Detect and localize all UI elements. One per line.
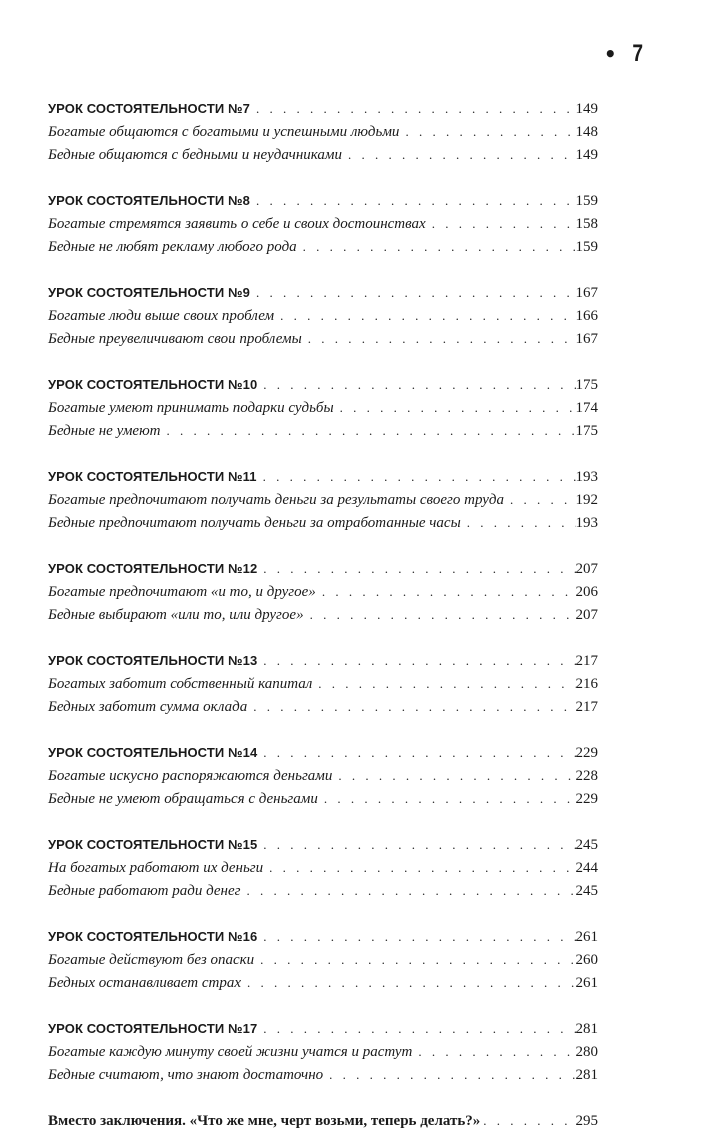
toc-heading-label: УРОК СОСТОЯТЕЛЬНОСТИ №16 xyxy=(48,929,258,944)
toc-item-label: Бедных заботит сумма оклада xyxy=(48,699,248,715)
toc-item-page-number: 261 xyxy=(575,975,598,991)
toc-heading-page-number: 281 xyxy=(575,1021,598,1037)
toc-item[interactable] xyxy=(48,308,598,331)
toc-item-label: Богатые люди выше своих проблем xyxy=(48,308,275,324)
page-number: 7 xyxy=(631,40,643,67)
toc-item[interactable] xyxy=(48,239,598,262)
toc-item-label: Богатые умеют принимать подарки судьбы xyxy=(48,400,334,416)
toc-heading[interactable] xyxy=(48,837,598,860)
toc-heading-label: УРОК СОСТОЯТЕЛЬНОСТИ №11 xyxy=(48,469,257,484)
toc-heading-label: УРОК СОСТОЯТЕЛЬНОСТИ №8 xyxy=(48,193,250,208)
dot-leader xyxy=(257,745,575,761)
toc-item-label: Бедные общаются с бедными и неудачниками xyxy=(48,147,342,163)
toc-conclusion-label: Вместо заключения. «Что же мне, черт возьми, теперь делать?» xyxy=(48,1113,481,1129)
toc-item-page-number: 175 xyxy=(575,423,598,439)
toc-item[interactable] xyxy=(48,515,598,538)
dot-leader xyxy=(412,1044,575,1060)
dot-leader xyxy=(318,791,576,807)
toc-heading[interactable] xyxy=(48,193,598,216)
toc-heading[interactable] xyxy=(48,745,598,768)
toc-item-page-number: 159 xyxy=(575,239,598,255)
toc-item-page-number: 149 xyxy=(575,147,598,163)
toc-item-page-number: 245 xyxy=(575,883,598,899)
toc-item-page-number: 158 xyxy=(575,216,598,232)
toc-item-label: Бедные не любят рекламу любого рода xyxy=(48,239,297,255)
toc-item-page-number: 244 xyxy=(575,860,598,876)
toc-heading-label: УРОК СОСТОЯТЕЛЬНОСТИ №12 xyxy=(48,561,258,576)
toc-item-page-number: 166 xyxy=(575,308,598,324)
dot-leader xyxy=(247,699,575,715)
toc-item[interactable] xyxy=(48,124,598,147)
dot-leader xyxy=(257,469,576,485)
toc-heading-label: УРОК СОСТОЯТЕЛЬНОСТИ №9 xyxy=(48,285,250,300)
toc-item[interactable] xyxy=(48,584,598,607)
dot-leader xyxy=(504,492,576,508)
dot-leader xyxy=(426,216,576,232)
toc-item-label: Богатые каждую минуту своей жизни учатся и растут xyxy=(48,1044,413,1060)
toc-item[interactable] xyxy=(48,676,598,699)
toc-item[interactable] xyxy=(48,699,598,722)
toc-conclusion[interactable] xyxy=(48,1113,598,1136)
toc-item-page-number: 228 xyxy=(575,768,598,784)
dot-leader xyxy=(461,515,576,531)
dot-leader xyxy=(334,400,576,416)
toc-item-page-number: 260 xyxy=(575,952,598,968)
toc-heading[interactable] xyxy=(48,653,598,676)
dot-leader xyxy=(240,883,575,899)
dot-leader xyxy=(257,837,575,853)
dot-leader xyxy=(302,331,576,347)
toc-item[interactable] xyxy=(48,768,598,791)
toc-item-label: Бедные преувеличивают свои проблемы xyxy=(48,331,302,347)
toc-heading-label: УРОК СОСТОЯТЕЛЬНОСТИ №10 xyxy=(48,377,258,392)
toc-item[interactable] xyxy=(48,423,598,446)
toc-item-label: Богатых заботит собственный капитал xyxy=(48,676,313,692)
toc-item[interactable] xyxy=(48,860,598,883)
toc-section xyxy=(48,561,598,630)
toc-heading-label: УРОК СОСТОЯТЕЛЬНОСТИ №13 xyxy=(48,653,258,668)
table-of-contents xyxy=(48,101,598,1136)
toc-item-label: На богатых работают их деньги xyxy=(48,860,264,876)
toc-item-page-number: 174 xyxy=(575,400,598,416)
toc-item-page-number: 217 xyxy=(575,699,598,715)
toc-heading-page-number: 207 xyxy=(575,561,598,577)
dot-leader xyxy=(257,653,575,669)
toc-item[interactable] xyxy=(48,1044,598,1067)
toc-heading-page-number: 159 xyxy=(575,193,598,209)
toc-section xyxy=(48,469,598,538)
toc-item[interactable] xyxy=(48,147,598,170)
toc-heading-label: УРОК СОСТОЯТЕЛЬНОСТИ №7 xyxy=(48,101,250,116)
toc-item-label: Бедные считают, что знают достаточно xyxy=(48,1067,324,1083)
toc-section xyxy=(48,653,598,722)
toc-heading-label: УРОК СОСТОЯТЕЛЬНОСТИ №17 xyxy=(48,1021,258,1036)
toc-section xyxy=(48,377,598,446)
toc-item-label: Богатые искусно распоряжаются деньгами xyxy=(48,768,333,784)
toc-heading-page-number: 175 xyxy=(575,377,598,393)
dot-leader xyxy=(241,975,576,991)
toc-item[interactable] xyxy=(48,400,598,423)
toc-item[interactable] xyxy=(48,952,598,975)
toc-heading[interactable] xyxy=(48,929,598,952)
toc-heading-label: УРОК СОСТОЯТЕЛЬНОСТИ №14 xyxy=(48,745,258,760)
dot-leader xyxy=(250,285,576,301)
dot-leader xyxy=(254,952,575,968)
toc-item-label: Богатые стремятся заявить о себе и своих достоинствах xyxy=(48,216,426,232)
dot-leader xyxy=(257,929,575,945)
toc-heading[interactable] xyxy=(48,285,598,308)
dot-leader xyxy=(332,768,575,784)
toc-section xyxy=(48,101,598,170)
dot-leader xyxy=(342,147,576,163)
toc-item-page-number: 280 xyxy=(575,1044,598,1060)
toc-item-label: Бедных останавливает страх xyxy=(48,975,241,991)
toc-item-label: Бедные работают ради денег xyxy=(48,883,241,899)
toc-item-page-number: 229 xyxy=(575,791,598,807)
toc-item-label: Бедные не умеют обращаться с деньгами xyxy=(48,791,318,807)
toc-item-label: Бедные не умеют xyxy=(48,423,161,439)
toc-heading-label: УРОК СОСТОЯТЕЛЬНОСТИ №15 xyxy=(48,837,258,852)
toc-section xyxy=(48,285,598,354)
page-header xyxy=(604,42,644,66)
toc-item-page-number: 206 xyxy=(575,584,598,600)
toc-item-page-number: 207 xyxy=(575,607,598,623)
dot-leader xyxy=(304,607,576,623)
toc-item[interactable] xyxy=(48,1067,598,1090)
toc-heading-page-number: 261 xyxy=(575,929,598,945)
dot-leader xyxy=(480,1113,575,1129)
bullet-icon: • xyxy=(603,42,617,66)
dot-leader xyxy=(399,124,575,140)
toc-section xyxy=(48,1021,598,1090)
dot-leader xyxy=(257,561,575,577)
toc-heading-page-number: 229 xyxy=(575,745,598,761)
toc-heading-page-number: 217 xyxy=(575,653,598,669)
toc-section xyxy=(48,193,598,262)
toc-item[interactable] xyxy=(48,883,598,906)
toc-heading[interactable] xyxy=(48,469,598,492)
toc-heading-page-number: 167 xyxy=(575,285,598,301)
toc-section xyxy=(48,929,598,998)
toc-item-page-number: 192 xyxy=(575,492,598,508)
toc-item[interactable] xyxy=(48,791,598,814)
toc-item-label: Богатые действуют без опаски xyxy=(48,952,255,968)
toc-item-label: Богатые общаются с богатыми и успешными людьми xyxy=(48,124,400,140)
dot-leader xyxy=(316,584,576,600)
toc-item-label: Бедные выбирают «или то, или другое» xyxy=(48,607,304,623)
dot-leader xyxy=(257,377,575,393)
toc-item[interactable] xyxy=(48,607,598,630)
dot-leader xyxy=(297,239,576,255)
toc-item-label: Богатые предпочитают «и то, и другое» xyxy=(48,584,316,600)
toc-item[interactable] xyxy=(48,331,598,354)
toc-item-page-number: 281 xyxy=(575,1067,598,1083)
toc-item[interactable] xyxy=(48,216,598,239)
dot-leader xyxy=(263,860,575,876)
toc-section xyxy=(48,837,598,906)
dot-leader xyxy=(274,308,575,324)
toc-heading-page-number: 245 xyxy=(575,837,598,853)
toc-item-page-number: 216 xyxy=(575,676,598,692)
toc-heading[interactable] xyxy=(48,377,598,400)
toc-item-label: Бедные предпочитают получать деньги за отработанные часы xyxy=(48,515,461,531)
toc-item-page-number: 167 xyxy=(575,331,598,347)
toc-conclusion-page-number: 295 xyxy=(575,1113,598,1129)
toc-item-page-number: 193 xyxy=(575,515,598,531)
toc-heading-page-number: 193 xyxy=(575,469,598,485)
toc-heading[interactable] xyxy=(48,1021,598,1044)
dot-leader xyxy=(250,193,576,209)
toc-item[interactable] xyxy=(48,975,598,998)
toc-section xyxy=(48,745,598,814)
toc-item[interactable] xyxy=(48,492,598,515)
dot-leader xyxy=(312,676,575,692)
dot-leader xyxy=(161,423,576,439)
dot-leader xyxy=(323,1067,575,1083)
toc-heading[interactable] xyxy=(48,101,598,124)
dot-leader xyxy=(257,1021,575,1037)
toc-heading-page-number: 149 xyxy=(575,101,598,117)
toc-item-label: Богатые предпочитают получать деньги за результаты своего труда xyxy=(48,492,504,508)
toc-item-page-number: 148 xyxy=(575,124,598,140)
dot-leader xyxy=(250,101,576,117)
toc-heading[interactable] xyxy=(48,561,598,584)
